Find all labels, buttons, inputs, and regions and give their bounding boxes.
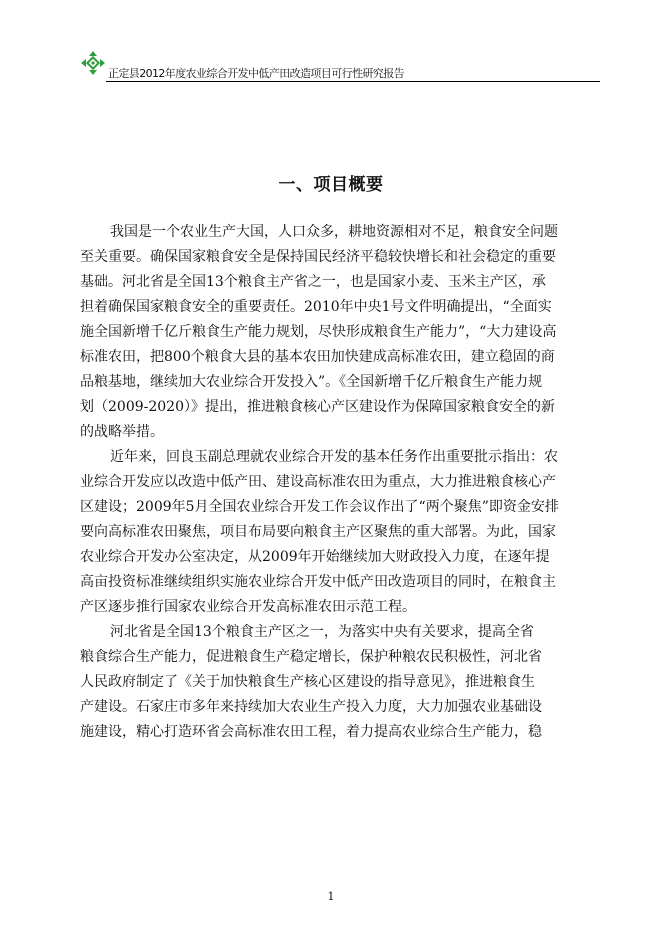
header-title: 正定县2012年度农业综合开发中低产田改造项目可行性研究报告 [108, 67, 404, 80]
page-number: 1 [327, 890, 335, 903]
paragraph-3 [80, 620, 606, 745]
text-line: 基础。河北省是全国13个粮食主产省之一，也是国家小麦、玉米主产区，承 [80, 274, 546, 290]
text-line: 我国是一个农业生产大国，人口众多，耕地资源相对不足，粮食安全问题 [110, 224, 558, 240]
text-line: 粮食综合生产能力，促进粮食生产稳定增长，保护种粮农民积极性，河北省 [80, 649, 542, 665]
section-title: 一、项目概要 [278, 175, 384, 195]
text-line: 产区逐步推行国家农业综合开发高标准农田示范工程。 [80, 599, 416, 615]
paragraph-1 [80, 220, 606, 445]
logo-icon [80, 50, 106, 76]
text-line: 划（2009-2020）》提出，推进粮食核心产区建设作为保障国家粮食安全的新 [80, 399, 555, 415]
text-line: 人民政府制定了《关于加快粮食生产核心区建设的指导意见》，推进粮食生 [80, 674, 535, 690]
text-line: 业综合开发应以改造中低产田、建设高标准农田为重点，大力推进粮食核心产 [80, 474, 556, 490]
text-line: 的战略举措。 [80, 424, 164, 440]
text-line: 农业综合开发办公室决定，从2009年开始继续加大财政投入力度，在逐年提 [80, 549, 550, 565]
text-line: 河北省是全国13个粮食主产区之一，为落实中央有关要求，提高全省 [110, 624, 534, 640]
header-divider [106, 81, 600, 82]
text-line: 近年来，回良玉副总理就农业综合开发的基本任务作出重要批示指出：农 [110, 449, 558, 465]
text-line: 要向高标准农田聚焦，项目布局要向粮食主产区聚焦的重大部署。为此，国家 [80, 524, 556, 540]
paragraph-2 [80, 445, 606, 620]
text-line: 至关重要。确保国家粮食安全是保持国民经济平稳较快增长和社会稳定的重要 [80, 249, 556, 265]
text-line: 施建设，精心打造环省会高标准农田工程，着力提高农业综合生产能力，稳 [80, 724, 542, 740]
page-header [80, 50, 600, 84]
text-line: 担着确保国家粮食安全的重要责任。2010年中央1号文件明确提出，“全面实 [80, 299, 552, 315]
text-line: 施全国新增千亿斤粮食生产能力规划，尽快形成粮食生产能力”，“大力建设高 [80, 324, 557, 340]
text-line: 区建设；2009年5月全国农业综合开发工作会议作出了“两个聚焦”即资金安排 [80, 499, 559, 515]
text-line: 产建设。石家庄市多年来持续加大农业生产投入力度，大力加强农业基础设 [80, 699, 542, 715]
text-line: 标准农田，把800个粮食大县的基本农田加快建成高标准农田，建立稳固的商 [80, 349, 555, 365]
text-line: 高亩投资标准继续组织实施农业综合开发中低产田改造项目的同时，在粮食主 [80, 574, 556, 590]
text-line: 品粮基地，继续加大农业综合开发投入”。《全国新增千亿斤粮食生产能力规 [80, 374, 543, 390]
body-text [80, 220, 606, 745]
